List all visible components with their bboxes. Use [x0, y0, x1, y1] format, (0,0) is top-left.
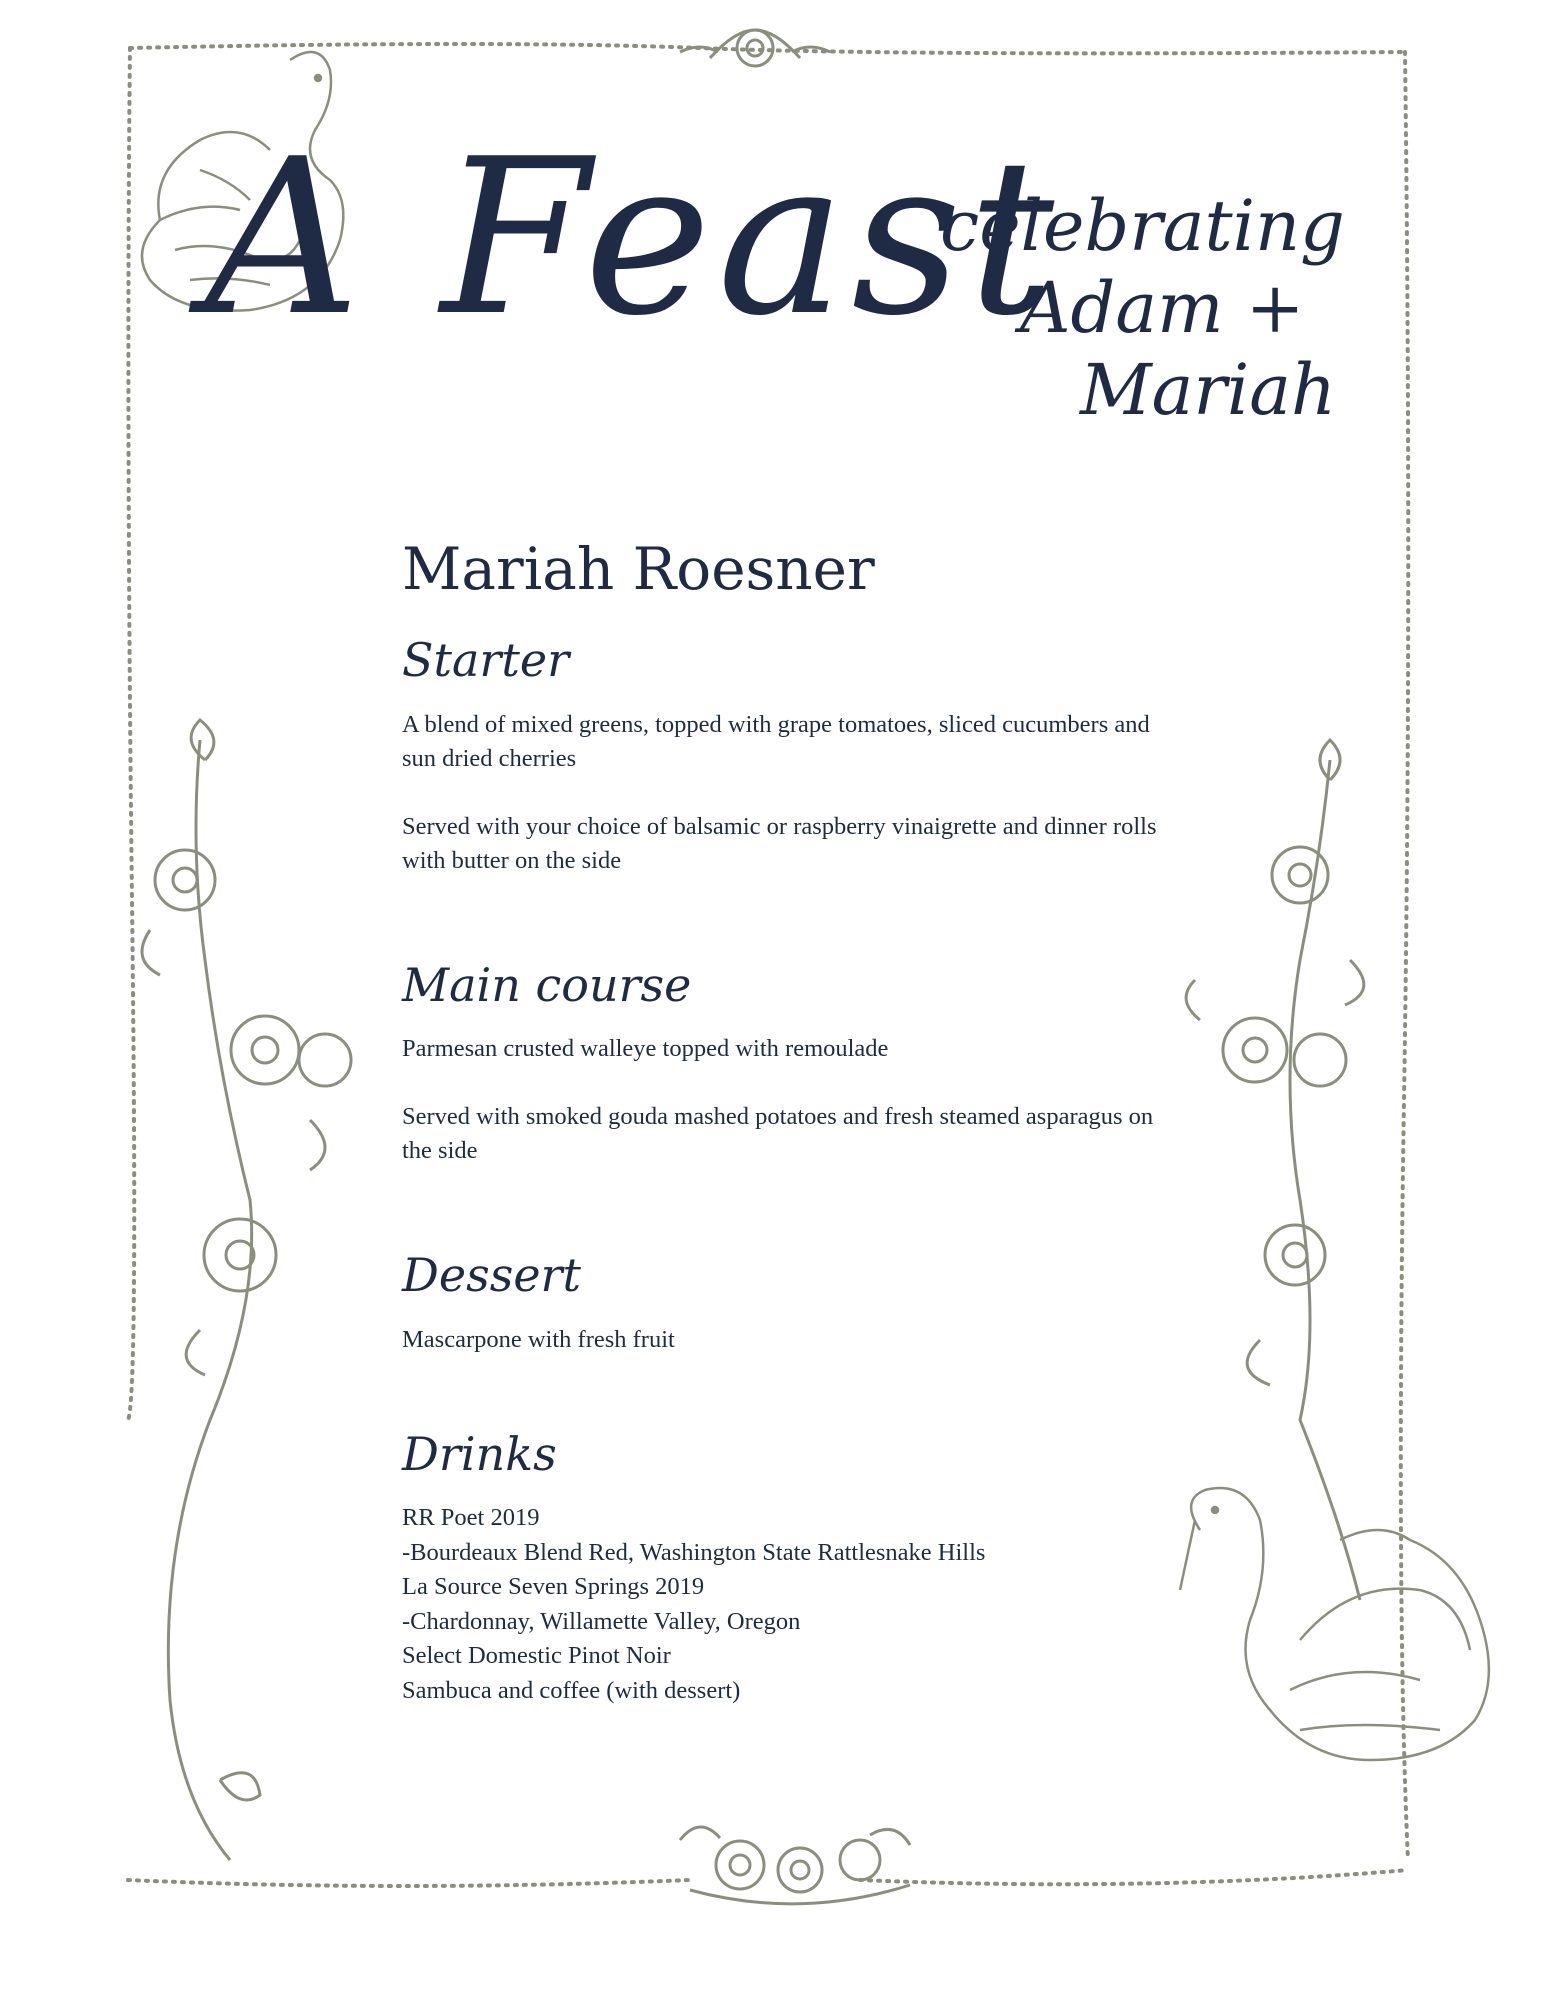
- rose-cluster-bottom: [680, 1827, 910, 1904]
- subtitle-line-celebrating: celebrating: [940, 185, 1345, 267]
- section-drinks: [402, 1426, 1162, 1709]
- subtitle-line-adam: Adam +: [1020, 267, 1305, 349]
- drink-line: La Source Seven Springs 2019: [402, 1573, 705, 1601]
- section-heading-dessert: Dessert: [402, 1248, 582, 1303]
- menu-body: [402, 635, 1162, 1768]
- menu-subtitle: [940, 185, 1400, 431]
- starter-description: A blend of mixed greens, topped with grape tomatoes, sliced cucumbers and sun dried cherries: [402, 710, 1150, 772]
- swan-illustration-bottom-right: [1180, 1488, 1489, 1760]
- drink-line: -Chardonnay, Willamette Valley, Oregon: [402, 1607, 801, 1635]
- section-heading-main-course: Main course: [402, 957, 692, 1012]
- dessert-description: Mascarpone with fresh fruit: [402, 1325, 675, 1353]
- rose-vine-right: [1186, 740, 1364, 1600]
- section-dessert: [402, 1250, 1162, 1357]
- subtitle-line-mariah: Mariah: [1080, 349, 1337, 431]
- drink-line: -Bourdeaux Blend Red, Washington State Rattlesnake Hills: [402, 1538, 986, 1566]
- drink-line: Select Domestic Pinot Noir: [402, 1642, 671, 1670]
- drink-line: Sambuca and coffee (with dessert): [402, 1676, 741, 1704]
- guest-name: Mariah Roesner: [402, 535, 875, 603]
- menu-title: A Feast: [205, 112, 1061, 363]
- section-heading-drinks: Drinks: [402, 1426, 557, 1481]
- main-course-description: Parmesan crusted walleye topped with remoulade: [402, 1035, 889, 1063]
- starter-serving-note: Served with your choice of balsamic or raspberry vinaigrette and dinner rolls with butter on the side: [402, 812, 1157, 874]
- section-starter: [402, 635, 1162, 878]
- rose-cluster-top: [680, 30, 830, 66]
- section-main-course: [402, 957, 1162, 1169]
- section-heading-starter: Starter: [402, 633, 570, 687]
- drink-line: RR Poet 2019: [402, 1504, 540, 1532]
- rose-vine-left: [142, 720, 351, 1860]
- main-course-serving-note: Served with smoked gouda mashed potatoes and fresh steamed asparagus on the side: [402, 1103, 1154, 1165]
